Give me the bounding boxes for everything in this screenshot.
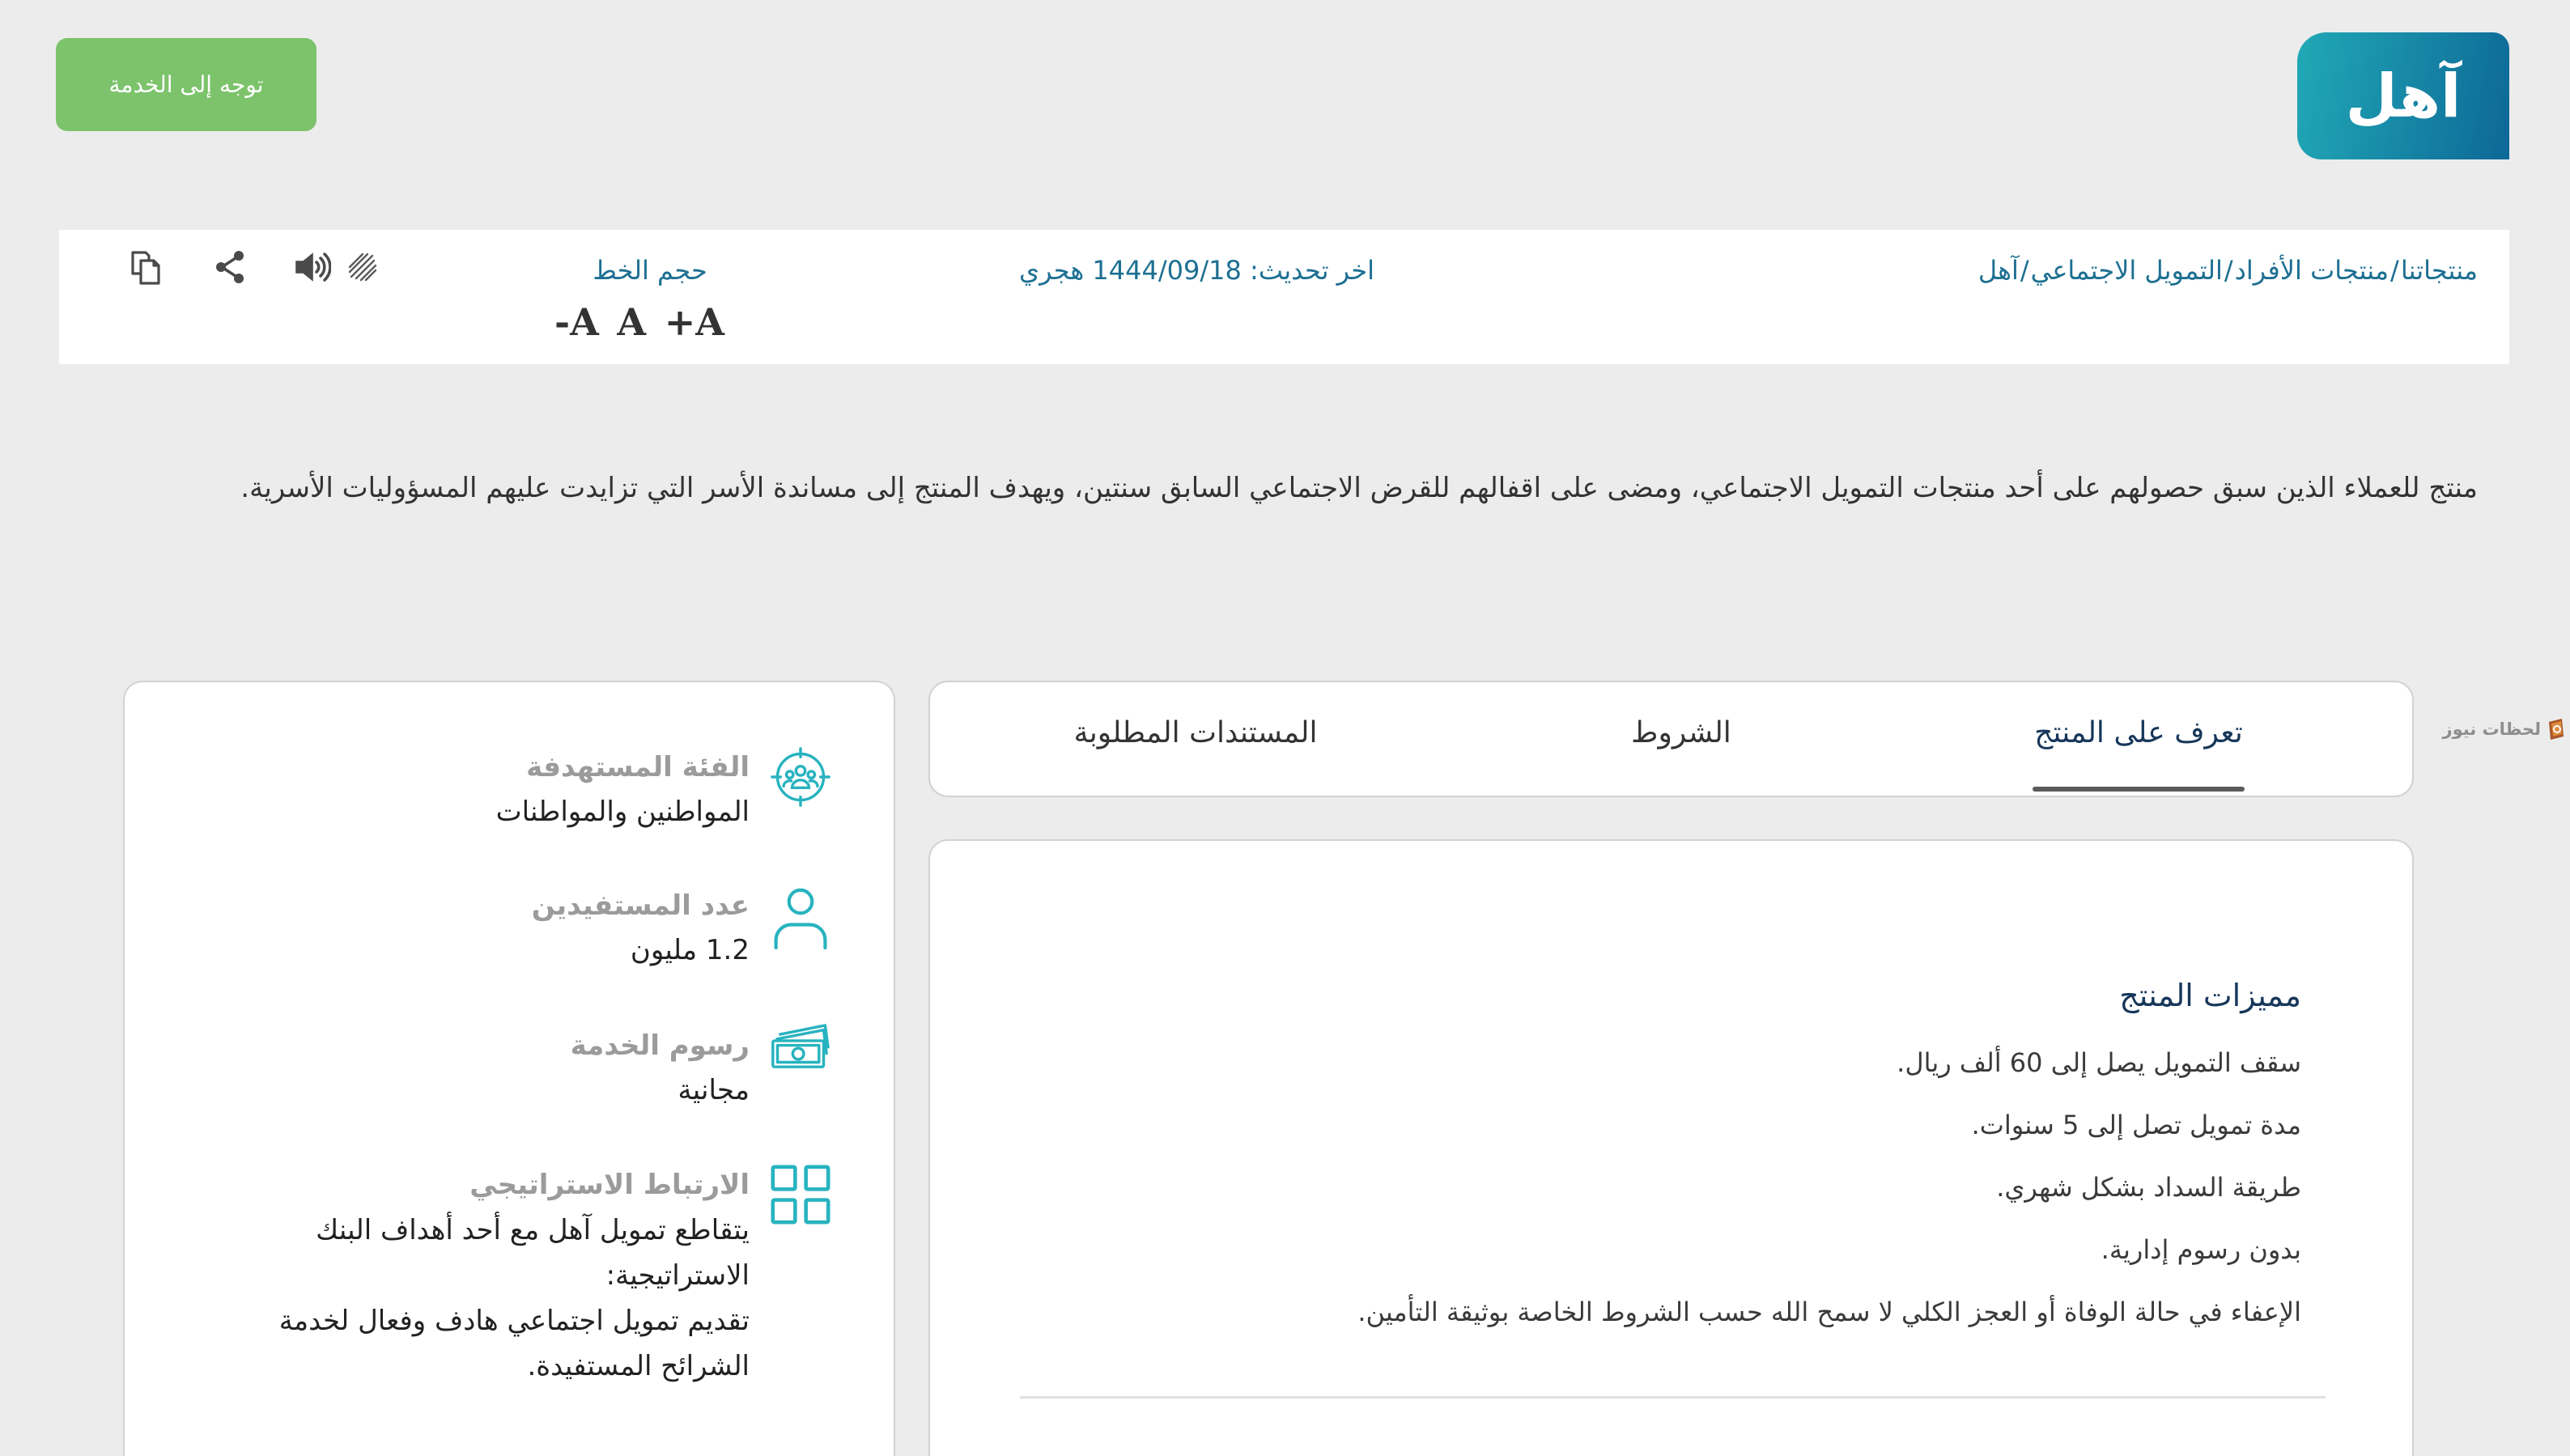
diagonal-lines-icon[interactable]	[343, 248, 382, 287]
breadcrumb-separator: /	[2224, 255, 2233, 286]
active-tab-indicator	[2033, 787, 2245, 792]
strategic-link-value: يتقاطع تمويل آهل مع أحد أهداف البنك الاستراتيجية:	[316, 1214, 750, 1292]
list-item: بدون رسوم إدارية.	[2101, 1234, 2301, 1265]
share-icon[interactable]	[210, 248, 249, 287]
copy-icon[interactable]	[126, 248, 165, 287]
breadcrumb-separator: /	[2390, 255, 2399, 286]
list-item: مدة تمويل تصل إلى 5 سنوات.	[1971, 1110, 2301, 1140]
service-fees-value: مجانية	[678, 1074, 750, 1106]
product-tabs	[928, 681, 2414, 797]
breadcrumb	[1978, 248, 2478, 293]
user-icon	[770, 886, 831, 951]
strategic-link-title: الارتباط الاستراتيجي	[469, 1169, 750, 1201]
divider	[1020, 1396, 2326, 1399]
tab-conditions[interactable]	[1495, 711, 1867, 795]
target-group-icon	[770, 746, 831, 808]
list-item: سقف التمويل يصل إلى 60 ألف ريال.	[1897, 1047, 2301, 1078]
go-to-service-button[interactable]	[56, 38, 316, 131]
beneficiaries-title: عدد المستفيدين	[531, 889, 750, 922]
target-group-value: المواطنين والمواطنات	[495, 796, 750, 828]
logo-text: آهل	[2345, 61, 2462, 131]
list-item: الإعفاء في حالة الوفاة أو العجز الكلي لا سمح الله حسب الشروط الخاصة بوثيقة التأمين.	[1357, 1297, 2301, 1327]
font-size-controls	[554, 299, 724, 345]
list-item: طريقة السداد بشكل شهري.	[1996, 1172, 2301, 1203]
watermark	[2444, 715, 2567, 743]
banknotes-icon	[770, 1024, 831, 1070]
breadcrumb-item-social-financing[interactable]: التمويل الاجتماعي	[2030, 255, 2223, 286]
tab-required-documents[interactable]	[1009, 711, 1382, 795]
features-list	[1014, 1032, 2301, 1344]
strategic-link-block	[199, 1163, 750, 1389]
breadcrumb-item-individual-products[interactable]: منتجات الأفراد	[2234, 255, 2389, 286]
service-fees-block	[199, 1024, 750, 1113]
page-toolbar	[59, 230, 2509, 364]
font-size-label: حجم الخط	[593, 255, 707, 286]
service-fees-title: رسوم الخدمة	[570, 1029, 750, 1062]
beneficiaries-value: 1.2 مليون	[630, 934, 750, 966]
go-to-service-label: توجه إلى الخدمة	[108, 71, 264, 98]
breadcrumb-separator: /	[2020, 255, 2029, 286]
breadcrumb-item-current: آهل	[1977, 255, 2019, 286]
grid-icon	[770, 1164, 831, 1225]
brand-logo[interactable]	[2297, 32, 2509, 159]
target-group-block	[199, 745, 750, 834]
section-heading: مميزات المنتج	[2119, 978, 2301, 1013]
font-decrease-button[interactable]: -A	[554, 300, 599, 344]
product-description: منتج للعملاء الذين سبق حصولهم على أحد منتجات التمويل الاجتماعي، ومضى على اقفالهم للقرض الاجتماعي السابق سنتين، ويهدف المنتج إلى مساندة الأسر التي تزايدت عليهم المسؤوليات الأسرية.	[240, 472, 2478, 504]
tab-label: تعرف على المنتج	[2034, 716, 2243, 749]
font-increase-button[interactable]: +A	[664, 300, 724, 344]
speaker-icon[interactable]	[292, 248, 331, 287]
breadcrumb-item-products[interactable]: منتجاتنا	[2400, 255, 2478, 286]
tab-label: الشروط	[1631, 716, 1731, 749]
tab-content-panel	[928, 839, 2414, 1456]
watermark-logo-icon	[2546, 717, 2567, 741]
font-reset-button[interactable]: A	[617, 300, 647, 344]
watermark-text: لحظات نيوز	[2442, 720, 2541, 739]
tab-label: المستندات المطلوبة	[1073, 716, 1318, 749]
last-update-text: اخر تحديث: 1444/09/18 هجري	[1019, 255, 1374, 286]
product-summary-panel	[123, 681, 895, 1456]
beneficiaries-block	[199, 884, 750, 973]
strategic-link-value: تقديم تمويل اجتماعي هادف وفعال لخدمة الشرائح المستفيدة.	[278, 1305, 750, 1382]
target-group-title: الفئة المستهدفة	[526, 751, 750, 783]
tab-about-product[interactable]	[1952, 711, 2325, 795]
